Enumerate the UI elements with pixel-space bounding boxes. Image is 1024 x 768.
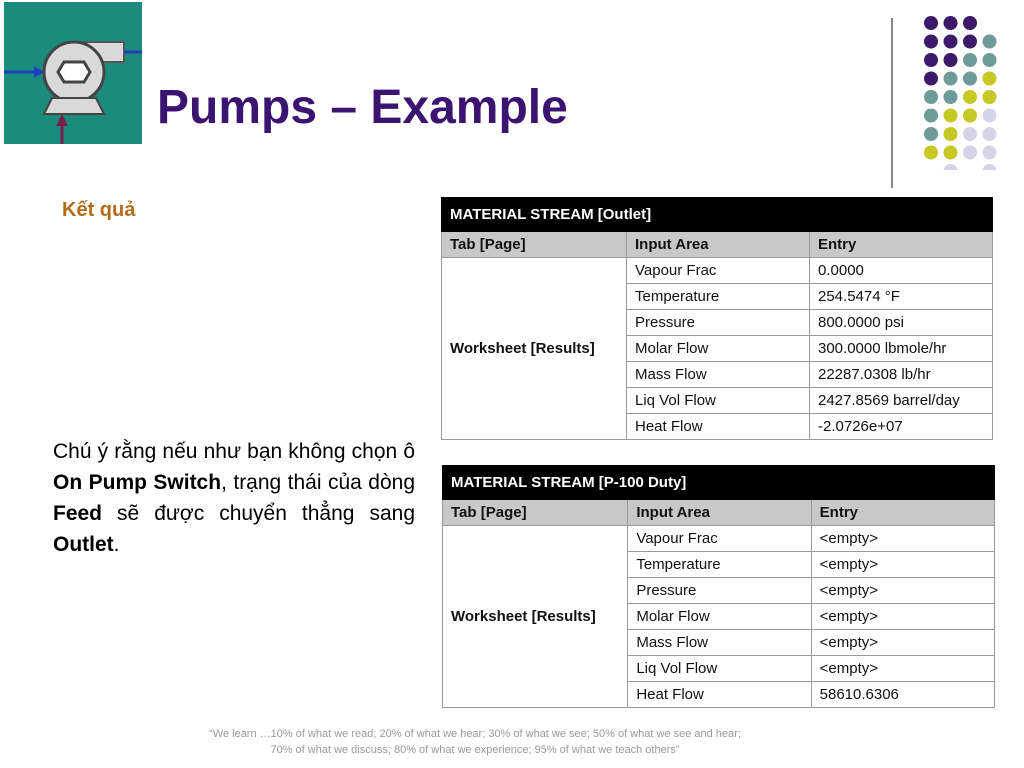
divider (891, 18, 893, 188)
decorative-dot (944, 72, 958, 86)
group-cell: Worksheet [Results] (442, 258, 627, 440)
entry-cell: <empty> (811, 526, 994, 552)
pump-icon (4, 2, 142, 144)
entry-cell: <empty> (811, 656, 994, 682)
column-header: Input Area (628, 500, 811, 526)
entry-cell: -2.0726e+07 (810, 414, 993, 440)
decorative-dot (924, 109, 938, 123)
quote-line-2: 70% of what we discuss; 80% of what we experience; 95% of what we teach others” (270, 744, 680, 756)
table-title: MATERIAL STREAM [Outlet] (442, 198, 993, 232)
note-text-1: Chú ý rằng nếu như bạn không chọn ô (53, 440, 415, 463)
decorative-dot (944, 109, 958, 123)
decorative-dot (983, 109, 997, 123)
page-title: Pumps – Example (157, 81, 568, 134)
entry-cell: <empty> (811, 630, 994, 656)
decorative-dot (963, 16, 977, 30)
input-area-cell: Vapour Frac (628, 526, 811, 552)
input-area-cell: Molar Flow (628, 604, 811, 630)
entry-cell: 2427.8569 barrel/day (810, 388, 993, 414)
decorative-dot (983, 146, 997, 160)
decorative-dot (983, 35, 997, 49)
decorative-dot (963, 53, 977, 67)
note-bold-2: Feed (53, 502, 103, 525)
note-text-3: sẽ được chuyển thẳng sang (102, 502, 415, 525)
column-header: Entry (811, 500, 994, 526)
input-area-cell: Molar Flow (627, 336, 810, 362)
decorative-dot (963, 127, 977, 141)
decorative-dot (924, 72, 938, 86)
decorative-dot (963, 90, 977, 104)
decorative-dot (944, 146, 958, 160)
input-area-cell: Heat Flow (627, 414, 810, 440)
entry-cell: 0.0000 (810, 258, 993, 284)
decorative-dot (983, 72, 997, 86)
column-header: Input Area (627, 232, 810, 258)
entry-cell: 300.0000 lbmole/hr (810, 336, 993, 362)
input-area-cell: Mass Flow (627, 362, 810, 388)
input-area-cell: Pressure (628, 578, 811, 604)
decorative-dot (924, 53, 938, 67)
decorative-dot (944, 164, 958, 170)
decorative-dot (944, 35, 958, 49)
input-area-cell: Temperature (627, 284, 810, 310)
decorative-dot (983, 53, 997, 67)
input-area-cell: Vapour Frac (627, 258, 810, 284)
note-bold-1: On Pump Switch (53, 471, 222, 494)
input-area-cell: Mass Flow (628, 630, 811, 656)
decorative-dot (983, 90, 997, 104)
decorative-dot (963, 72, 977, 86)
decorative-dot (924, 16, 938, 30)
decorative-dot (963, 109, 977, 123)
decorative-dot (944, 127, 958, 141)
material-stream-p100-duty-table (442, 465, 995, 708)
group-cell: Worksheet [Results] (443, 526, 628, 708)
decorative-dot (983, 164, 997, 170)
entry-cell: <empty> (811, 604, 994, 630)
decorative-dot (944, 16, 958, 30)
decorative-dot (944, 90, 958, 104)
note-text-4: . (113, 533, 120, 556)
decorative-dot (924, 35, 938, 49)
input-area-cell: Liq Vol Flow (627, 388, 810, 414)
table-row (443, 526, 995, 552)
logo (4, 2, 142, 144)
decorative-dot (924, 90, 938, 104)
section-heading: Kết quả (62, 199, 136, 221)
quote-line-1: “We learn …10% of what we read; 20% of what we hear; 30% of what we see; 50% of what we see and hear; (209, 728, 741, 740)
input-area-cell: Pressure (627, 310, 810, 336)
table-title: MATERIAL STREAM [P-100 Duty] (443, 466, 995, 500)
decorative-dot (963, 35, 977, 49)
dot-grid-decoration (905, 10, 1015, 170)
note-bold-3: Outlet (53, 533, 114, 556)
dots-icon (905, 10, 1015, 170)
decorative-dot (944, 53, 958, 67)
column-header: Entry (810, 232, 993, 258)
note-text-2: , trạng thái của dòng (221, 471, 415, 494)
decorative-dot (924, 146, 938, 160)
column-header: Tab [Page] (442, 232, 627, 258)
material-stream-outlet-table (441, 197, 993, 440)
entry-cell: <empty> (811, 552, 994, 578)
input-area-cell: Liq Vol Flow (628, 656, 811, 682)
input-area-cell: Heat Flow (628, 682, 811, 708)
entry-cell: <empty> (811, 578, 994, 604)
decorative-dot (924, 127, 938, 141)
table-row (442, 258, 993, 284)
entry-cell: 58610.6306 (811, 682, 994, 708)
footer-quote (150, 726, 800, 758)
entry-cell: 254.5474 °F (810, 284, 993, 310)
decorative-dot (983, 127, 997, 141)
entry-cell: 800.0000 psi (810, 310, 993, 336)
entry-cell: 22287.0308 lb/hr (810, 362, 993, 388)
column-header: Tab [Page] (443, 500, 628, 526)
decorative-dot (963, 146, 977, 160)
input-area-cell: Temperature (628, 552, 811, 578)
note-paragraph (53, 436, 415, 560)
